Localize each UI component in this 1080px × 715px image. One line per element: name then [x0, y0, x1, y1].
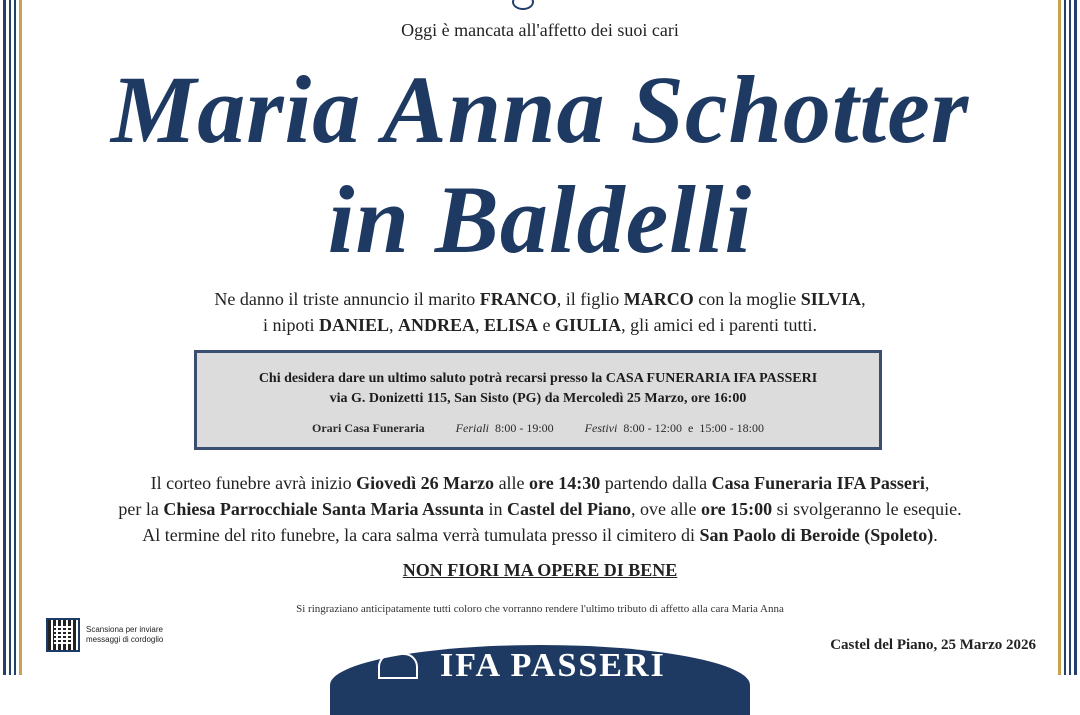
- qr-code-section[interactable]: [46, 618, 186, 652]
- qr-caption: Scansiona per inviare messaggi di cordoglio: [86, 625, 164, 644]
- holiday-hours: 8:00 - 12:00 e 15:00 - 18:00: [617, 421, 764, 435]
- departure-place: Casa Funeraria IFA Passeri: [711, 473, 925, 493]
- funeral-text: Il corteo funebre avrà inizio: [150, 473, 357, 493]
- thanks-text: Si ringraziano anticipatamente tutti coloro che vorranno rendere l'ultimo tributo di affetto alla cara Maria Anna: [296, 603, 784, 615]
- funeral-text: partendo dalla: [600, 473, 712, 493]
- funeral-date: Giovedì 26 Marzo: [356, 473, 495, 493]
- grandchild-name: GIULIA: [555, 315, 622, 335]
- announce-text: , il figlio: [556, 289, 624, 309]
- announce-text: e: [538, 315, 556, 335]
- funeral-text: Al termine del rito funebre, la cara salma verrà tumulata presso il cimitero di: [142, 525, 700, 545]
- cemetery-name: San Paolo di Beroide (Spoleto): [699, 525, 934, 545]
- announce-text: i nipoti: [262, 315, 319, 335]
- deceased-name-line2: in Baldelli: [327, 166, 753, 273]
- service-time: ore 15:00: [701, 499, 773, 519]
- opening-hours: [197, 421, 879, 436]
- announce-text: con la moglie: [693, 289, 801, 309]
- funeral-details: [0, 470, 1080, 548]
- funeral-home-logo: [330, 645, 750, 715]
- visitation-line2: via G. Donizetti 115, San Sisto (PG) da Mercoledì 25 Marzo, ore 16:00: [329, 391, 747, 406]
- holiday-label: Festivi: [584, 421, 618, 435]
- weekday-hours: 8:00 - 19:00: [489, 421, 554, 435]
- deceased-name-line1: Maria Anna Schotter: [110, 56, 970, 163]
- logo-text: IFA PASSERI: [440, 647, 666, 684]
- announce-text: ,: [861, 289, 866, 309]
- announcement: [0, 286, 1080, 338]
- announcement-line1: [0, 286, 1080, 312]
- funeral-text: in: [484, 499, 508, 519]
- qr-code-icon[interactable]: [46, 618, 80, 652]
- grandchild-name: ELISA: [484, 315, 539, 335]
- visitation-line1: Chi desidera dare un ultimo saluto potrà recarsi presso la CASA FUNERARIA IFA PASSERI: [258, 371, 818, 386]
- funeral-line2: [0, 496, 1080, 522]
- funeral-text: , ove alle: [631, 499, 702, 519]
- visitation-info-box: [194, 350, 882, 450]
- husband-name: FRANCO: [479, 289, 557, 309]
- announce-text: , gli amici ed i parenti tutti.: [621, 315, 818, 335]
- logo-emblem-icon: [378, 653, 418, 679]
- funeral-line3: [0, 522, 1080, 548]
- grandchild-name: DANIEL: [318, 315, 389, 335]
- hours-label: Orari Casa Funeraria: [312, 421, 425, 435]
- announcement-line2: [0, 312, 1080, 338]
- funeral-text: alle: [494, 473, 530, 493]
- no-flowers-notice: NON FIORI MA OPERE DI BENE: [402, 560, 678, 580]
- funeral-text: ,: [924, 473, 930, 493]
- departure-time: ore 14:30: [529, 473, 601, 493]
- place-and-date: Castel del Piano, 25 Marzo 2026: [830, 637, 1036, 653]
- announce-text: ,: [475, 315, 485, 335]
- church-town: Castel del Piano: [507, 499, 632, 519]
- intro-text: Oggi è mancata all'affetto dei suoi cari: [401, 20, 679, 40]
- church-name: Chiesa Parrocchiale Santa Maria Assunta: [163, 499, 485, 519]
- weekday-label: Feriali: [455, 421, 489, 435]
- funeral-line1: [0, 470, 1080, 496]
- funeral-text: .: [933, 525, 938, 545]
- funeral-text: per la: [118, 499, 164, 519]
- grandchild-name: ANDREA: [398, 315, 476, 335]
- son-name: MARCO: [623, 289, 694, 309]
- top-ornament-icon: [512, 0, 534, 10]
- funeral-text: si svolgeranno le esequie.: [772, 499, 962, 519]
- daughter-in-law-name: SILVIA: [800, 289, 862, 309]
- announce-text: Ne danno il triste annuncio il marito: [214, 289, 480, 309]
- announce-text: ,: [389, 315, 398, 335]
